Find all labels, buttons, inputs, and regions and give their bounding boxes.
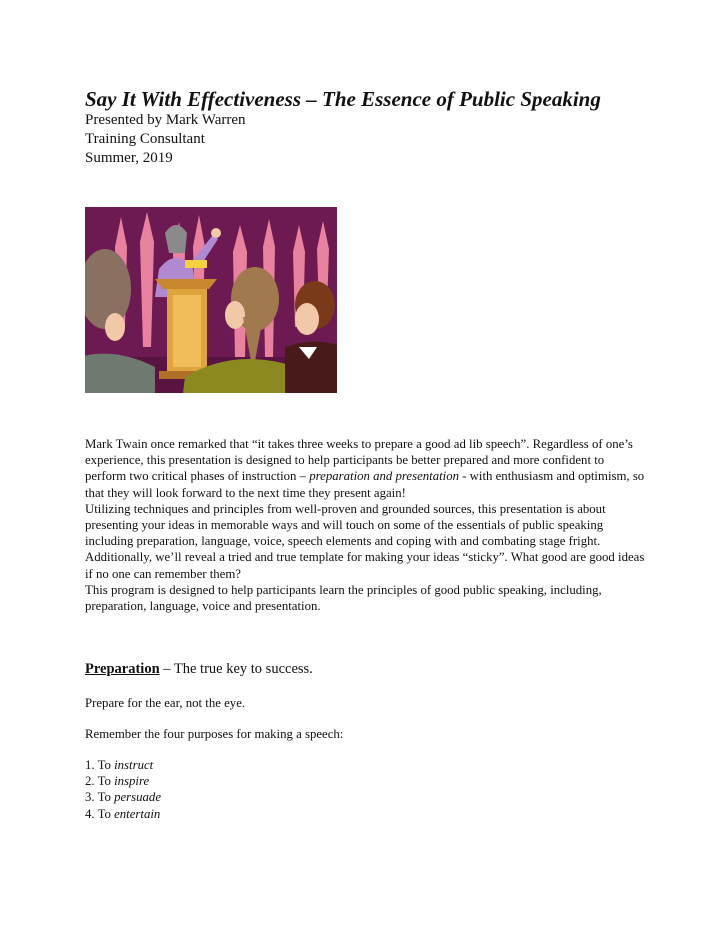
intro-text	[85, 436, 645, 614]
preparation-heading: Preparation – The true key to success.	[85, 661, 313, 677]
preparation-line-2: Remember the four purposes for making a speech:	[85, 727, 344, 741]
list-item: 3. To persuade	[85, 790, 162, 805]
list-item: 1. To instruct	[85, 758, 154, 772]
intro-paragraph-3: Additionally, we’ll reveal a tried and true template for making your ideas “sticky”. What good are good ideas if no one can remember them?	[85, 550, 645, 581]
intro-paragraph-4: This program is designed to help participants learn the principles of good public speaking, including, preparation, language, voice and presentation.	[85, 582, 602, 614]
list-item: 4. To entertain	[85, 806, 161, 821]
intro-paragraph-1: Mark Twain once remarked that “it takes three weeks to prepare a good ad lib speech”. Regardless of one’s experience, this presentation is designed to help participants be better prepared and more confident to perform two critical phases of instruction – preparation and presentation - with enthusiasm and optimism, so that they will look forward to the next time they present again!	[85, 437, 645, 500]
date-line: Summer, 2019	[85, 150, 173, 166]
list-item: 2. To inspire	[85, 774, 150, 789]
intro-paragraph-2: Utilizing techniques and principles from well-proven and grounded sources, this presentation is about presenting your ideas in memorable ways and will touch on some of the essentials of public speaking including preparation, language, voice, speech elements and coping with and combating stage fright.	[85, 501, 606, 549]
presenter-line: Presented by Mark Warren	[85, 112, 246, 128]
role-line: Training Consultant	[85, 131, 205, 147]
speaker-illustration	[85, 207, 337, 393]
purposes-list	[85, 757, 161, 822]
document-title: Say It With Effectiveness – The Essence of Public Speaking	[85, 87, 601, 111]
preparation-line-1: Prepare for the ear, not the eye.	[85, 696, 246, 710]
